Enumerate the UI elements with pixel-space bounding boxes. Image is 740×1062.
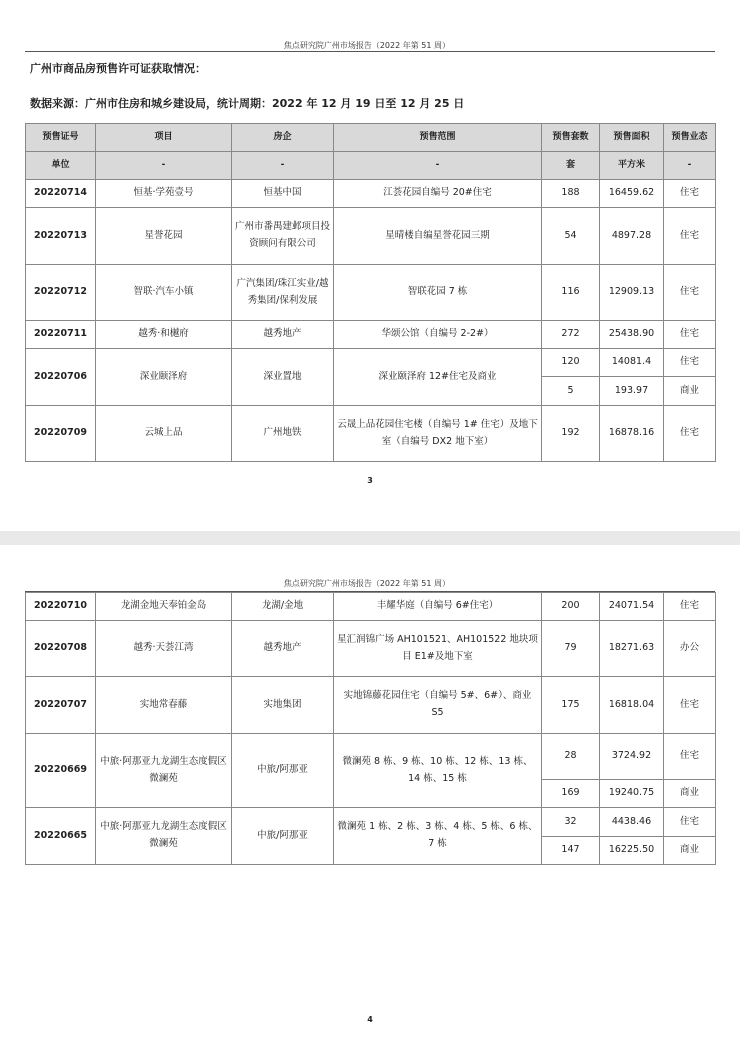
developer-name: 深业置地	[232, 349, 334, 406]
presale-sets: 192	[542, 406, 600, 462]
presale-type: 办公	[664, 621, 716, 677]
presale-type: 住宅	[664, 406, 716, 462]
presale-sets: 5	[542, 377, 600, 406]
table-row	[26, 621, 716, 677]
developer-name: 中旅/阿那亚	[232, 808, 334, 865]
presale-sets: 200	[542, 593, 600, 621]
permit-code: 20220708	[26, 621, 96, 677]
presale-scope: 智联花园 7 栋	[334, 265, 542, 321]
presale-type: 住宅	[664, 180, 716, 208]
page-number: 4	[367, 1015, 373, 1024]
unit-developer: -	[232, 152, 334, 180]
permit-code: 20220709	[26, 406, 96, 462]
table-row	[26, 734, 716, 780]
presale-area: 25438.90	[600, 321, 664, 349]
permit-code: 20220713	[26, 208, 96, 265]
presale-type: 住宅	[664, 265, 716, 321]
presale-area: 3724.92	[600, 734, 664, 780]
project-name: 实地常春藤	[96, 677, 232, 734]
col-header-permit-no: 预售证号	[26, 124, 96, 152]
developer-name: 广州地铁	[232, 406, 334, 462]
presale-scope: 江荟花园自编号 20#住宅	[334, 180, 542, 208]
col-header-type: 预售业态	[664, 124, 716, 152]
presale-sets: 120	[542, 349, 600, 377]
unit-sets: 套	[542, 152, 600, 180]
presale-area: 16459.62	[600, 180, 664, 208]
project-name: 星誉花园	[96, 208, 232, 265]
table-row	[26, 321, 716, 349]
page-number: 3	[367, 476, 373, 485]
project-name: 云城上品	[96, 406, 232, 462]
presale-sets: 28	[542, 734, 600, 780]
presale-area: 16225.50	[600, 837, 664, 865]
unit-type: -	[664, 152, 716, 180]
table-row	[26, 265, 716, 321]
presale-type: 住宅	[664, 734, 716, 780]
permit-code: 20220711	[26, 321, 96, 349]
developer-name: 越秀地产	[232, 321, 334, 349]
permit-code: 20220669	[26, 734, 96, 808]
presale-area: 4897.28	[600, 208, 664, 265]
page-header: 焦点研究院广州市场报告（2022 年第 51 周）	[283, 579, 450, 588]
project-name: 智联·汽车小镇	[96, 265, 232, 321]
unit-area: 平方米	[600, 152, 664, 180]
presale-area: 24071.54	[600, 593, 664, 621]
presale-area: 193.97	[600, 377, 664, 406]
presale-type: 商业	[664, 837, 716, 865]
project-name: 中旅·阿那亚九龙湖生态度假区微澜苑	[96, 734, 232, 808]
project-name: 恒基·学苑壹号	[96, 180, 232, 208]
presale-area: 19240.75	[600, 780, 664, 808]
project-name: 深业颐泽府	[96, 349, 232, 406]
developer-name: 越秀地产	[232, 621, 334, 677]
presale-scope: 微澜苑 8 栋、9 栋、10 栋、12 栋、13 栋、14 栋、15 栋	[334, 734, 542, 808]
col-header-scope: 预售范围	[334, 124, 542, 152]
presale-type: 住宅	[664, 808, 716, 837]
table-header-row	[26, 124, 716, 152]
presale-area: 4438.46	[600, 808, 664, 837]
presale-scope: 星汇润锦广场 AH101521、AH101522 地块项目 E1#及地下室	[334, 621, 542, 677]
presale-scope: 微澜苑 1 栋、2 栋、3 栋、4 栋、5 栋、6 栋、7 栋	[334, 808, 542, 865]
unit-project: -	[96, 152, 232, 180]
header-divider	[25, 51, 715, 52]
presale-area: 16818.04	[600, 677, 664, 734]
developer-name: 广州市番禺建邺项目投资顾问有限公司	[232, 208, 334, 265]
table-row	[26, 677, 716, 734]
permit-code: 20220714	[26, 180, 96, 208]
presale-scope: 星晴楼自编星誉花园三期	[334, 208, 542, 265]
table-row	[26, 808, 716, 837]
presale-area: 12909.13	[600, 265, 664, 321]
project-name: 中旅·阿那亚九龙湖生态度假区微澜苑	[96, 808, 232, 865]
presale-area: 16878.16	[600, 406, 664, 462]
table-row	[26, 349, 716, 377]
col-header-sets: 预售套数	[542, 124, 600, 152]
developer-name: 恒基中国	[232, 180, 334, 208]
table-row	[26, 208, 716, 265]
table-row	[26, 180, 716, 208]
presale-type: 住宅	[664, 321, 716, 349]
permit-code: 20220710	[26, 593, 96, 621]
presale-type: 住宅	[664, 677, 716, 734]
presale-type: 商业	[664, 780, 716, 808]
presale-sets: 169	[542, 780, 600, 808]
permit-table-2	[25, 592, 716, 865]
presale-sets: 272	[542, 321, 600, 349]
report-page-4	[0, 545, 740, 1062]
presale-type: 商业	[664, 377, 716, 406]
page-separator	[0, 531, 740, 545]
presale-sets: 32	[542, 808, 600, 837]
permit-code: 20220712	[26, 265, 96, 321]
project-name: 越秀·天荟江湾	[96, 621, 232, 677]
presale-area: 18271.63	[600, 621, 664, 677]
data-source: 数据来源：广州市住房和城乡建设局，统计周期：2022 年 12 月 19 日至 12 月 25 日	[30, 97, 465, 110]
permit-code: 20220707	[26, 677, 96, 734]
permit-code: 20220665	[26, 808, 96, 865]
presale-type: 住宅	[664, 593, 716, 621]
presale-scope: 实地锦藤花园住宅（自编号 5#、6#）、商业 S5	[334, 677, 542, 734]
presale-sets: 79	[542, 621, 600, 677]
presale-sets: 188	[542, 180, 600, 208]
col-header-area: 预售面积	[600, 124, 664, 152]
col-header-project: 项目	[96, 124, 232, 152]
presale-sets: 116	[542, 265, 600, 321]
developer-name: 龙湖/金地	[232, 593, 334, 621]
presale-type: 住宅	[664, 349, 716, 377]
table-row	[26, 406, 716, 462]
col-header-developer: 房企	[232, 124, 334, 152]
presale-area: 14081.4	[600, 349, 664, 377]
permit-code: 20220706	[26, 349, 96, 406]
presale-scope: 深业颐泽府 12#住宅及商业	[334, 349, 542, 406]
unit-label: 单位	[26, 152, 96, 180]
presale-sets: 175	[542, 677, 600, 734]
presale-sets: 147	[542, 837, 600, 865]
permit-table-1	[25, 123, 716, 462]
section-title: 广州市商品房预售许可证获取情况：	[30, 62, 206, 75]
unit-scope: -	[334, 152, 542, 180]
project-name: 越秀·和樾府	[96, 321, 232, 349]
developer-name: 实地集团	[232, 677, 334, 734]
table-unit-row	[26, 152, 716, 180]
presale-type: 住宅	[664, 208, 716, 265]
page-header: 焦点研究院广州市场报告（2022 年第 51 周）	[283, 41, 450, 50]
project-name: 龙湖金地天奉铂金岛	[96, 593, 232, 621]
presale-sets: 54	[542, 208, 600, 265]
developer-name: 广汽集团/珠江实业/越秀集团/保利发展	[232, 265, 334, 321]
presale-scope: 丰耀华庭（自编号 6#住宅）	[334, 593, 542, 621]
presale-scope: 云晟上品花园住宅楼（自编号 1# 住宅）及地下室（自编号 DX2 地下室）	[334, 406, 542, 462]
table-row	[26, 593, 716, 621]
developer-name: 中旅/阿那亚	[232, 734, 334, 808]
presale-scope: 华颂公馆（自编号 2-2#）	[334, 321, 542, 349]
